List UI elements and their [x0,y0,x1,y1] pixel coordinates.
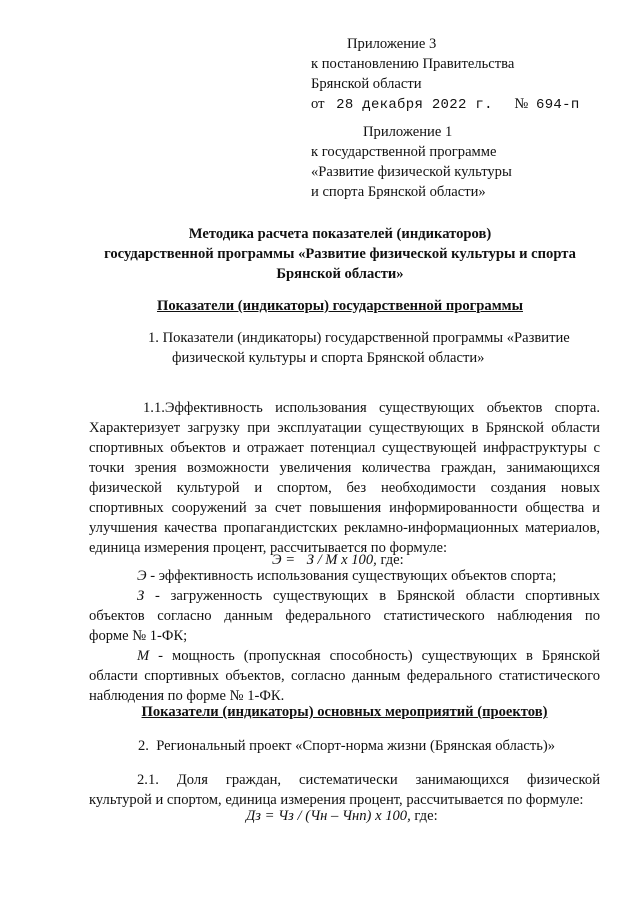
date-prefix: от [311,96,325,112]
section-2-heading: Показатели (индикаторы) основных мероприятий (проектов) [141,704,548,720]
formula-1-rhs: З / М х 100, [306,552,377,568]
definition-m: М - мощность (пропускная способность) существующих в Брянской [137,648,600,664]
paragraph-2-1: 2.1. Доля граждан, систематически занимающихся физической культурой и спортом, единица измерения процент, рассчитывается по формуле: [89,772,600,808]
appendix-3-region: Брянской области [311,76,422,92]
formula-2-expr: Дз = Чз / (Чн – Чнп) х 100, [246,808,411,824]
decree-date: 28 декабря 2022 г. [336,97,493,113]
document-title: Методика расчета показателей (индикаторов) государственной программы «Развитие физической культуры и спорта Брянской области» [104,226,576,282]
appendix-3-title: Приложение 3 [347,36,437,52]
definition-e: Э - эффективность использования существующих объектов спорта; [137,568,557,584]
formula-1-tail: где: [380,552,404,568]
item-2: 2. Региональный проект «Спорт-норма жизни (Брянская область)» [138,738,556,754]
definition-z: З - загруженность существующих в Брянской области спортивных [137,588,600,604]
appendix-1-program: к государственной программе [311,144,497,160]
section-1-heading: Показатели (индикаторы) государственной программы [156,298,523,314]
appendix-1-program-name-1: «Развитие физической культуры [311,164,512,180]
formula-2 [246,806,438,826]
appendix-3-block [311,34,580,115]
appendix-1-program-name-2: и спорта Брянской области» [311,184,486,200]
appendix-3-date-line [311,94,580,115]
item-1: 1. Показатели (индикаторы) государственной программы «Развитие физической культуры и спорта Брянской области» [148,330,570,366]
number-prefix: № [514,96,529,112]
decree-number: 694-п [536,97,580,113]
formula-1-lhs: Э = [272,552,296,568]
paragraph-1-1: 1.1.Эффективность использования существующих объектов спорта. Характеризует загрузку при эксплуатации существующих в Брянской области спортивных объектов и отражает потенциал существующей инфраструктуры с точки зрения возможности увеличения количества граждан, занимающихся физической культурой и спортом, без необходимости создания новых спортивных сооружений за счет повышения информированности общества и улучшения качества пропагандистских рекламно-информационных материалов, единица измерения процент, рассчитывается по формуле: [89,400,600,556]
appendix-1-block [311,122,512,202]
definitions: Э - эффективность использования существующих объектов спорта; З - загруженность существующих в Брянской области спортивных объектов согласно данным федерального статистического наблюдения по форме № 1-ФК; М - мощность (пропускная способность) существующих в Брянской области спортивных объектов, согласно данным федерального статистического наблюдения по форме № 1-ФК. [89,568,600,704]
formula-2-tail: где: [414,808,438,824]
appendix-1-title: Приложение 1 [363,124,453,140]
appendix-3-decree: к постановлению Правительства [311,56,515,72]
